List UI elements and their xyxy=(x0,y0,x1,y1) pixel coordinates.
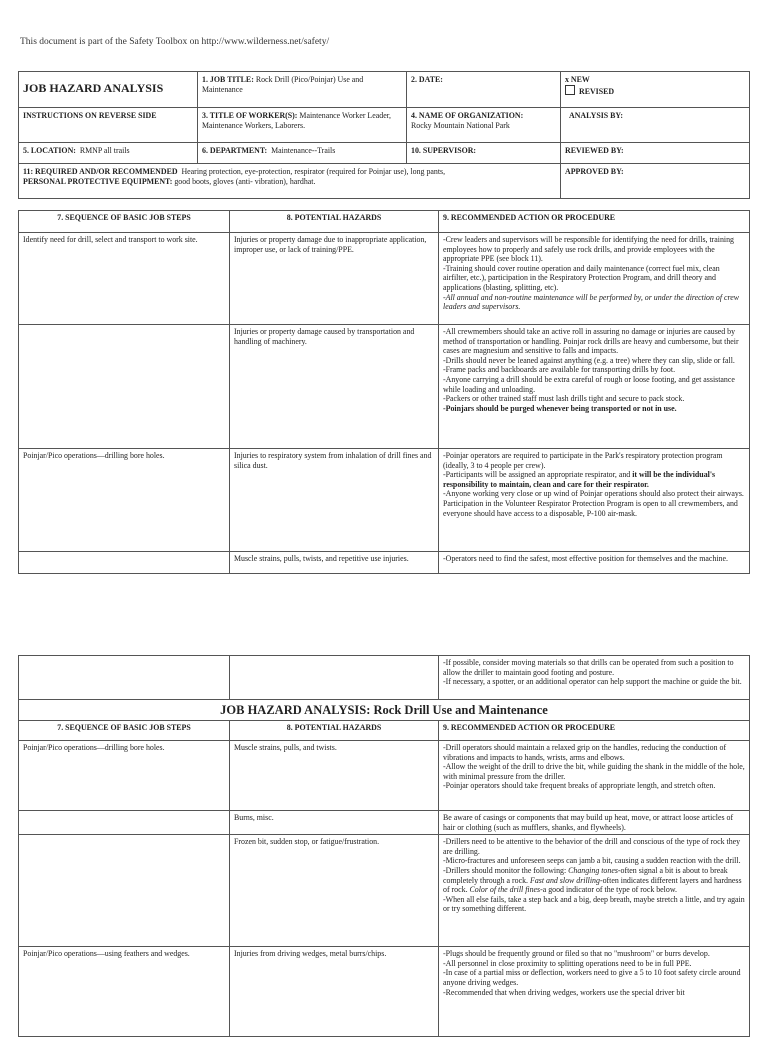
hazard: Muscle strains, pulls, and twists. xyxy=(230,741,439,811)
approved-by-field[interactable]: APPROVED BY: xyxy=(561,164,750,199)
job-step xyxy=(19,835,230,947)
action: -Plugs should be frequently ground or filed so that no "mushroom" or burrs develop. -All personnel in close proximity to splitting operations need to be in full PPE. -In case of a partial miss or deflection, workers need to give a 5 to 10 foot safety circle around anyone driving wedges. -Recommended that when driving wedges, workers use the special driver bit xyxy=(439,947,750,1037)
reviewed-by-field[interactable]: REVIEWED BY: xyxy=(561,143,750,164)
source-note: This document is part of the Safety Toolbox on http://www.wilderness.net/safety/ xyxy=(20,37,330,47)
new-option[interactable]: x NEW xyxy=(565,75,590,84)
hazard: Frozen bit, sudden stop, or fatigue/frustration. xyxy=(230,835,439,947)
job-step: Identify need for drill, select and transport to work site. xyxy=(19,233,230,325)
jha-header-form xyxy=(18,71,750,199)
workers-field: 3. TITLE OF WORKER(S): Maintenance Worker Leader, Maintenance Workers, Laborers. xyxy=(198,108,407,143)
hazard: Injuries to respiratory system from inhalation of drill fines and silica dust. xyxy=(230,449,439,552)
action: -Crew leaders and supervisors will be responsible for identifying the need for drills, training employees how to properly and safely use rock drills, and provide employees with the appropriate PPE (see block 11). -Training should cover routine operation and daily maintenance (correct fuel mix, clean airfilter, etc.), participation in the Respiratory Protection Program, and drill theory and applications (blasting, splitting, etc). -All annual and non-routine maintenance will be performed by, or under the direction of crew leaders and supervisors. xyxy=(439,233,750,325)
supervisor-field[interactable]: 10. SUPERVISOR: xyxy=(407,143,561,164)
revised-option[interactable]: REVISED xyxy=(565,85,745,97)
table-row xyxy=(19,741,750,811)
action: -If possible, consider moving materials so that drills can be operated from such a position to allow the driller to maintain good footing and posture. -If necessary, a spotter, or an additional operator can help support the machine or guide the bit. xyxy=(439,656,750,700)
date-field[interactable]: 2. DATE: xyxy=(407,72,561,108)
checkbox-icon xyxy=(565,85,575,95)
action: -Drillers need to be attentive to the behavior of the drill and conscious of the type of rock they are drilling. -Micro-fractures and unforeseen seeps can jamb a bit, causing a sudden reaction with the drill. -Drillers should monitor the following: Changing tones-often signal a bit is about to break completely through a rock. Fast and slow drilling-often indicates different layers and hardness of rock. Color of the drill fines-a good indicator of the type of rock below. -When all else fails, take a step back and a big, deep breath, maybe stretch a little, and try again or try something different. xyxy=(439,835,750,947)
col-head-hazards: 8. POTENTIAL HAZARDS xyxy=(230,211,439,233)
job-step xyxy=(19,656,230,700)
job-title-field: 1. JOB TITLE: Rock Drill (Pico/Poinjar) Use and Maintenance xyxy=(198,72,407,108)
ppe-field: 11: REQUIRED AND/OR RECOMMENDED Hearing protection, eye-protection, respirator (required for Poinjar use), long pants, PERSONAL PROTECTIVE EQUIPMENT: good boots, gloves (anti- vibration), hardhat. xyxy=(19,164,561,199)
new-revised-field xyxy=(561,72,750,108)
hazard: Injuries or property damage due to inappropriate application, improper use, or lack of training/PPE. xyxy=(230,233,439,325)
action: -Drill operators should maintain a relaxed grip on the handles, reducing the conduction of vibrations and impacts to hands, wrists, arms and elbows. -Allow the weight of the drill to drive the bit, while guiding the shank in the middle of the hole, with minimal pressure from the driller. -Poinjar operators should take frequent breaks of appropriate length, and stretch often. xyxy=(439,741,750,811)
hazard: Muscle strains, pulls, twists, and repetitive use injuries. xyxy=(230,552,439,574)
analysis-by-field[interactable]: ANALYSIS BY: xyxy=(561,108,750,143)
job-step xyxy=(19,325,230,449)
table-row xyxy=(19,552,750,574)
page2-title: JOB HAZARD ANALYSIS: Rock Drill Use and Maintenance xyxy=(19,700,750,721)
job-step xyxy=(19,552,230,574)
form-title: JOB HAZARD ANALYSIS xyxy=(19,72,198,108)
job-step: Poinjar/Pico operations—drilling bore holes. xyxy=(19,741,230,811)
hazard: Injuries from driving wedges, metal burrs/chips. xyxy=(230,947,439,1037)
job-step: Poinjar/Pico operations—drilling bore holes. xyxy=(19,449,230,552)
table-row xyxy=(19,947,750,1037)
table-row xyxy=(19,656,750,700)
action: -All crewmembers should take an active roll in assuring no damage or injuries are caused by method of transportation or handling. Poinjar rock drills are heavy and cumbersome, but their cases are magnesium and sensitive to falls and impacts. -Drills should never be leaned against anything (e.g. a tree) where they can slip, slide or fall. -Frame packs and backboards are available for transporting drills by foot. -Anyone carrying a drill should be extra careful of rough or loose footing, and get assistance while loading and unloading. -Packers or other trained staff must lash drills tight and secure to pack stock. -Poinjars should be purged whenever being transported or not in use. xyxy=(439,325,750,449)
hazard: Burns, misc. xyxy=(230,811,439,835)
col-head-steps: 7. SEQUENCE OF BASIC JOB STEPS xyxy=(19,721,230,741)
table-row xyxy=(19,811,750,835)
hazard: Injuries or property damage caused by transportation and handling of machinery. xyxy=(230,325,439,449)
hazard-table-page1 xyxy=(18,210,750,574)
table-row xyxy=(19,325,750,449)
instructions-note: INSTRUCTIONS ON REVERSE SIDE xyxy=(19,108,198,143)
col-head-hazards: 8. POTENTIAL HAZARDS xyxy=(230,721,439,741)
table-row xyxy=(19,835,750,947)
hazard-table-page2 xyxy=(18,655,750,1037)
organization-field: 4. NAME OF ORGANIZATION: Rocky Mountain National Park xyxy=(407,108,561,143)
location-field: 5. LOCATION: RMNP all trails xyxy=(19,143,198,164)
job-step xyxy=(19,811,230,835)
action: -Operators need to find the safest, most effective position for themselves and the machine. xyxy=(439,552,750,574)
col-head-actions: 9. RECOMMENDED ACTION OR PROCEDURE xyxy=(439,211,750,233)
col-head-actions: 9. RECOMMENDED ACTION OR PROCEDURE xyxy=(439,721,750,741)
department-field: 6. DEPARTMENT: Maintenance--Trails xyxy=(198,143,407,164)
job-step: Poinjar/Pico operations—using feathers and wedges. xyxy=(19,947,230,1037)
table-row xyxy=(19,449,750,552)
hazard xyxy=(230,656,439,700)
table-row xyxy=(19,233,750,325)
action: -Poinjar operators are required to participate in the Park's respiratory protection program (ideally, 3 to 4 people per crew). -Participants will be assigned an appropriate respirator, and it will be the individual's responsibility to maintain, clean and care for their respirator. -Anyone working very close or up wind of Poinjar operations should also protect their airways. Participation in the Volunteer Respirator Protection Program is open to all crewmembers, and everyone should have access to a disposable, P-100 air-mask. xyxy=(439,449,750,552)
col-head-steps: 7. SEQUENCE OF BASIC JOB STEPS xyxy=(19,211,230,233)
action: Be aware of casings or components that may build up heat, move, or attract loose articles of hair or clothing (such as mufflers, shanks, and flywheels). xyxy=(439,811,750,835)
